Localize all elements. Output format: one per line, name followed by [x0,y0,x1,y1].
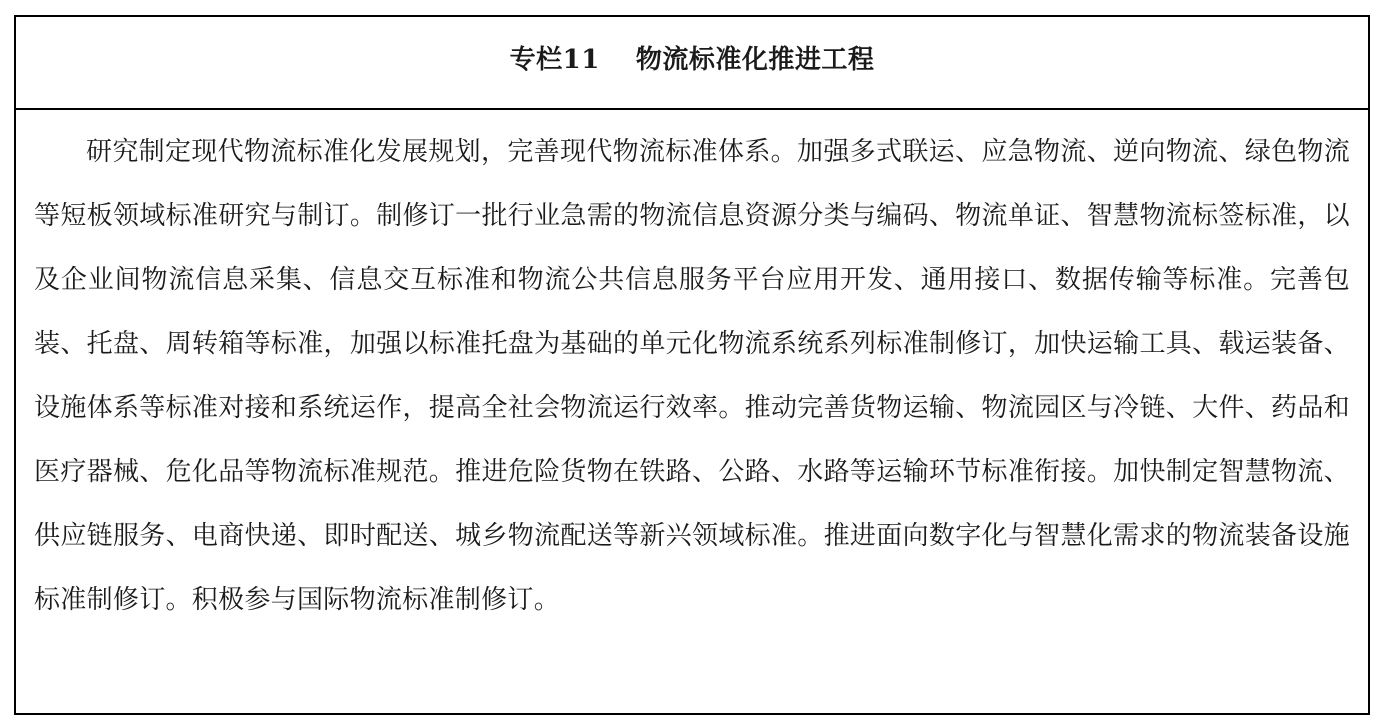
column-label: 专栏11 [509,44,600,75]
column-title [509,44,875,75]
column-header [16,17,1368,110]
body-paragraph: 研究制定现代物流标准化发展规划，完善现代物流标准体系。加强多式联运、应急物流、逆向物流、绿色物流等短板领域标准研究与制订。制修订一批行业急需的物流信息资源分类与编码、物流单证、智慧物流标签标准，以及企业间物流信息采集、信息交互标准和物流公共信息服务平台应用开发、通用接口、数据传输等标准。完善包装、托盘、周转箱等标准，加强以标准托盘为基础的单元化物流系统系列标准制修订，加快运输工具、载运装备、设施体系等标准对接和系统运作，提高全社会物流运行效率。推动完善货物运输、物流园区与冷链、大件、药品和医疗器械、危化品等物流标准规范。推进危险货物在铁路、公路、水路等运输环节标准衔接。加快制定智慧物流、供应链服务、电商快递、即时配送、城乡物流配送等新兴领域标准。推进面向数字化与智慧化需求的物流装备设施标准制修订。积极参与国际物流标准制修订。 [34,137,1350,615]
column-body [16,110,1368,632]
column-box [14,15,1370,715]
column-title-text: 物流标准化推进工程 [635,44,875,75]
